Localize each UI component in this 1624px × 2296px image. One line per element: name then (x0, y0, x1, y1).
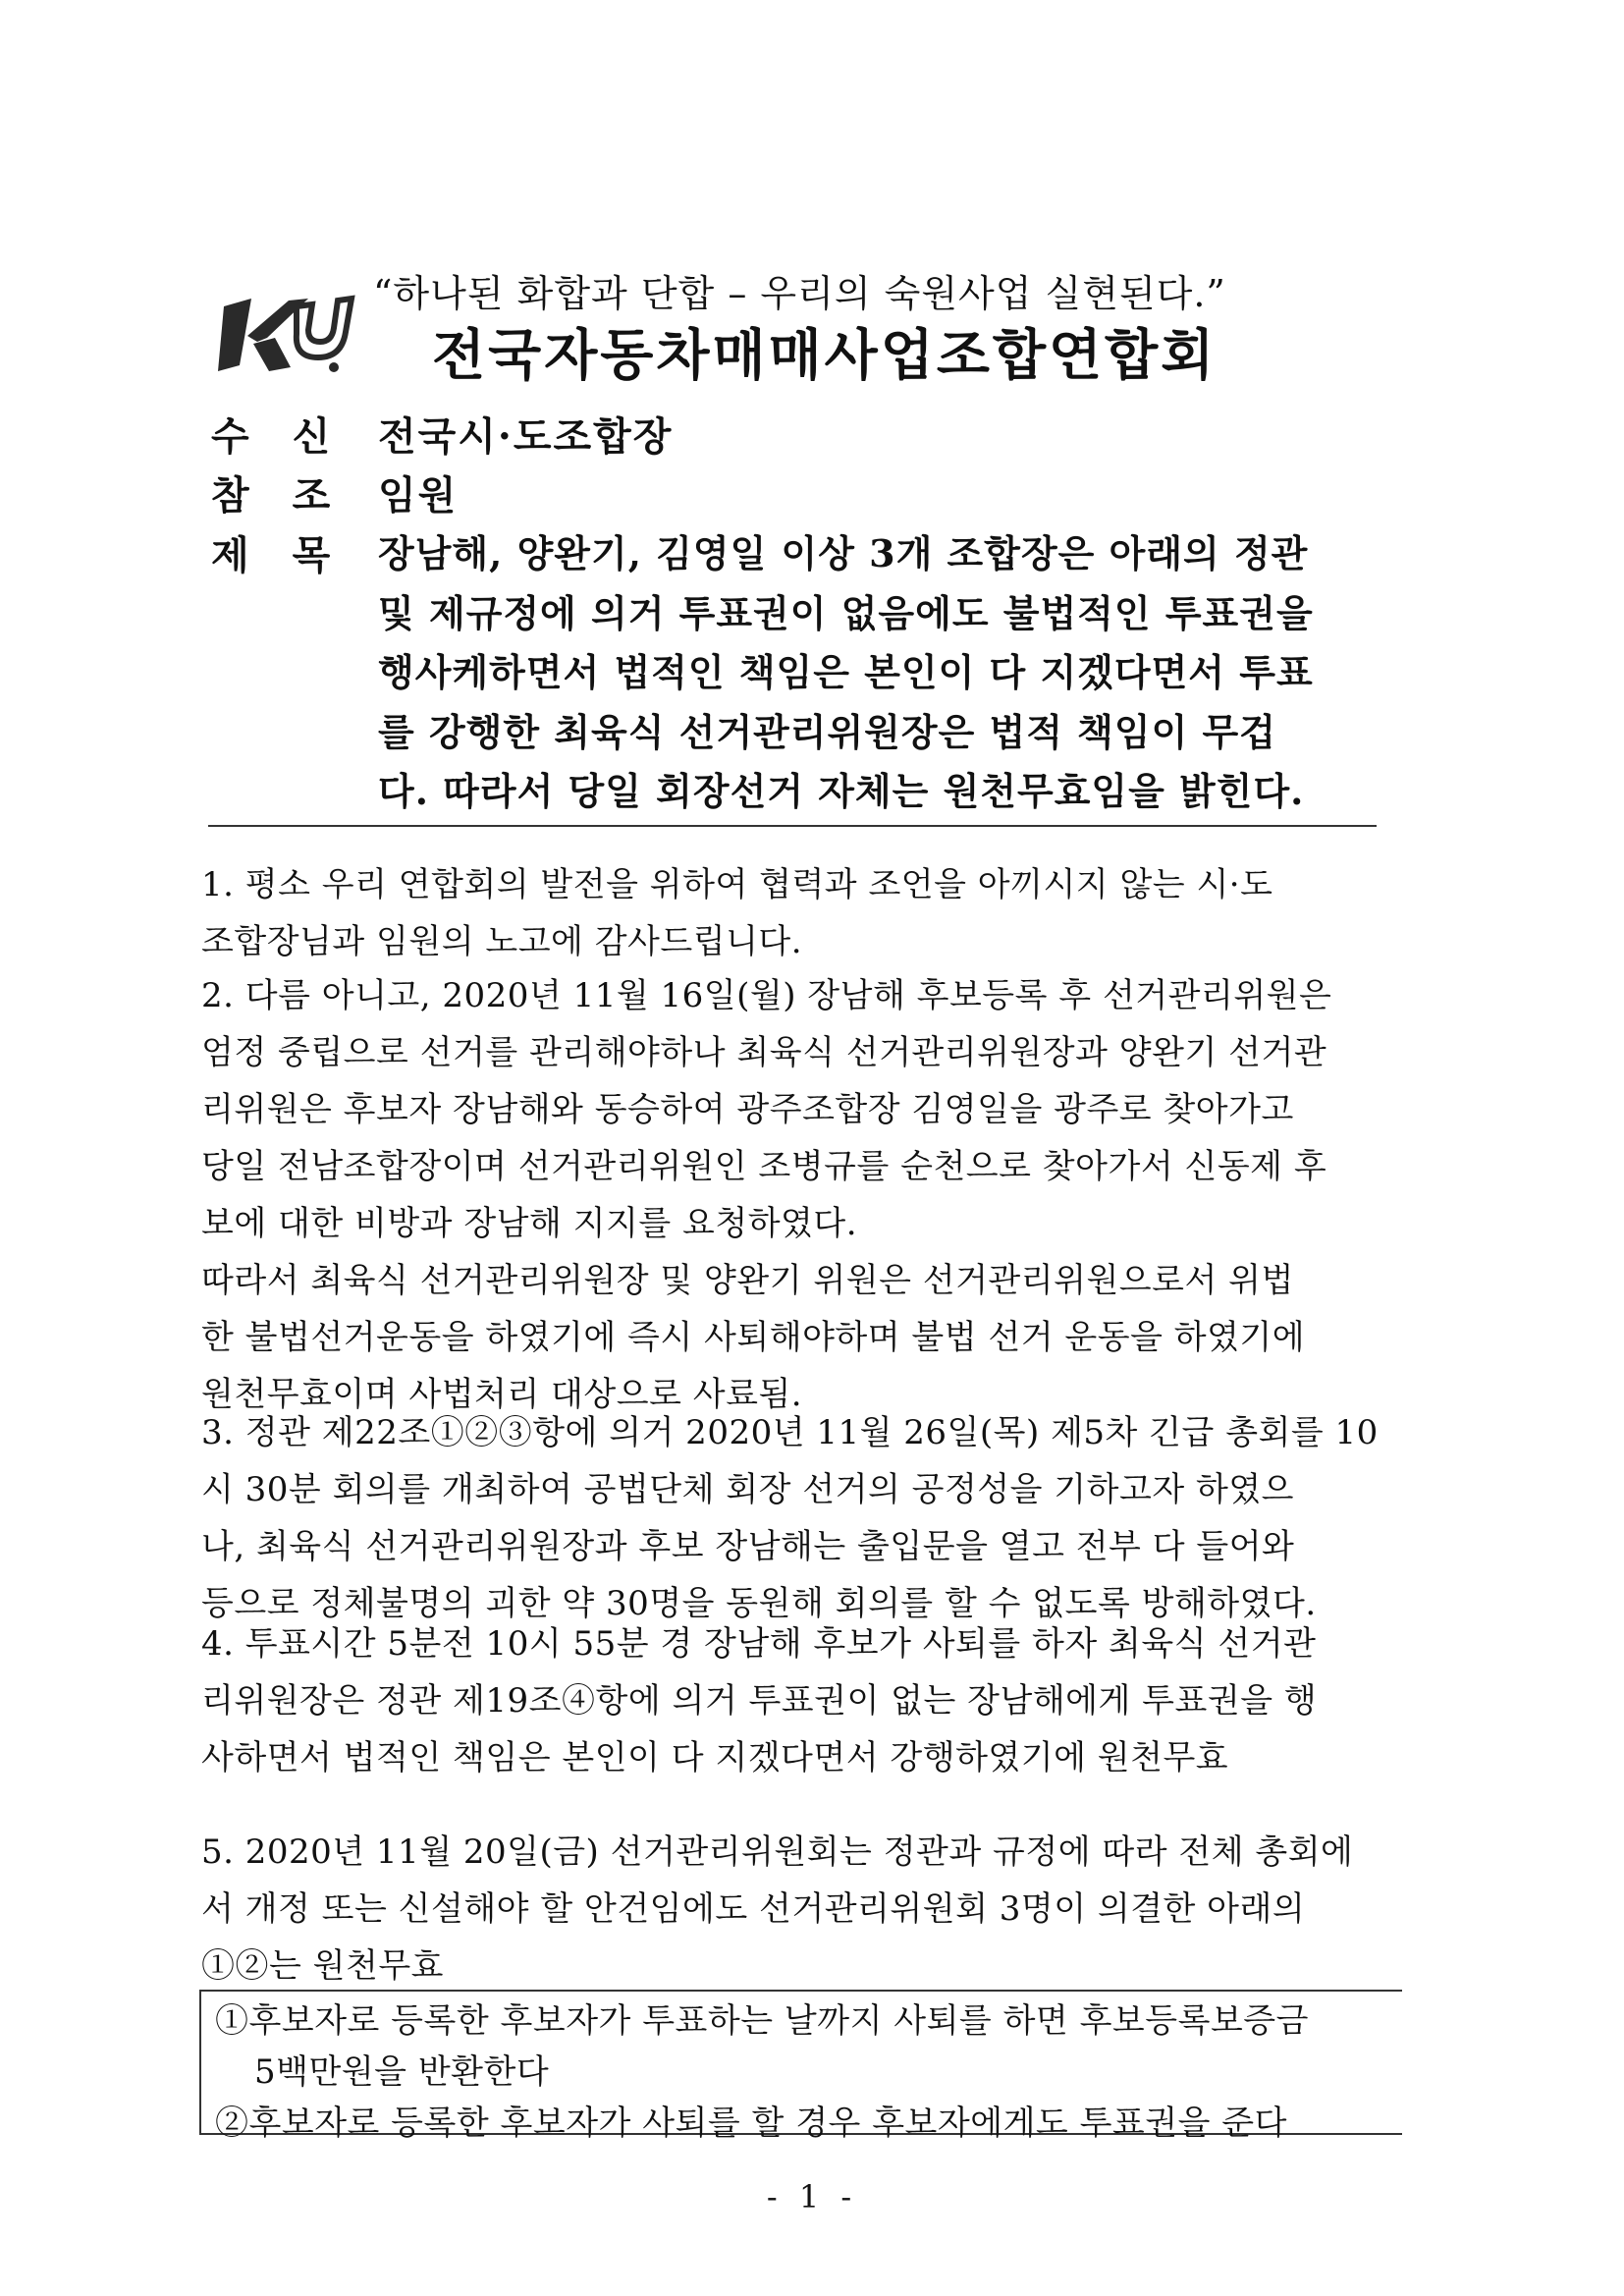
box-line: ②후보자로 등록한 후보자가 사퇴를 할 경우 후보자에게도 투표권을 준다 (215, 2104, 1287, 2143)
paragraph-line: 원천무효이며 사법처리 대상으로 사료됨. (201, 1375, 803, 1414)
reference-label: 참조 (211, 472, 374, 519)
subject-line: 및 제규정에 의거 투표권이 없음에도 불법적인 투표권을 (378, 590, 1314, 635)
paragraph-line: ①②는 원천무효 (201, 1946, 445, 1986)
paragraph-5 (201, 1824, 1419, 1995)
recipient-row (211, 406, 674, 462)
paragraph-line: 3. 정관 제22조①②③항에 의거 2020년 11월 26일(목) 제5차 긴급 총회를 10 (201, 1413, 1379, 1452)
paragraph-line: 2. 다름 아니고, 2020년 11월 16일(월) 장남해 후보등록 후 선거관리위원은 (201, 976, 1332, 1015)
paragraph-3 (201, 1404, 1419, 1632)
subject-row (211, 524, 378, 580)
reference-value: 임원 (378, 472, 459, 519)
subject-line: 를 강행한 최육식 선거관리위원장은 법적 책임이 무겁 (378, 709, 1276, 754)
subject-label: 제목 (211, 532, 374, 578)
paragraph-line: 등으로 정체불명의 괴한 약 30명을 동원해 회의를 할 수 없도록 방해하였다. (201, 1584, 1317, 1623)
paragraph-line: 따라서 최육식 선거관리위원장 및 양완기 위원은 선거관리위원으로서 위법 (201, 1261, 1294, 1300)
subject-text (378, 524, 1370, 822)
recipient-value: 전국시·도조합장 (378, 413, 674, 460)
subject-line: 장남해, 양완기, 김영일 이상 3개 조합장은 아래의 정관 (378, 531, 1309, 575)
divider (208, 825, 1377, 827)
subject-line: 행사케하면서 법적인 책임은 본인이 다 지겠다면서 투표 (378, 650, 1314, 694)
organization-logo (218, 287, 355, 377)
paragraph-line: 시 30분 회의를 개최하여 공법단체 회장 선거의 공정성을 기하고자 하였으 (201, 1470, 1295, 1509)
box-line: 5백만원을 반환한다 (254, 2052, 550, 2092)
paragraph-line: 한 불법선거운동을 하였기에 즉시 사퇴해야하며 불법 선거 운동을 하였기에 (201, 1318, 1306, 1357)
paragraph-line: 서 개정 또는 신설해야 할 안건임에도 선거관리위원회 3명이 의결한 아래의 (201, 1889, 1306, 1929)
paragraph-line: 나, 최육식 선거관리위원장과 후보 장남해는 출입문을 열고 전부 다 들어와 (201, 1527, 1295, 1566)
organization-name: 전국자동차매매사업조합연합회 (432, 323, 1218, 388)
paragraph-line: 엄정 중립으로 선거를 관리해야하나 최육식 선거관리위원장과 양완기 선거관 (201, 1033, 1327, 1072)
paragraph-4 (201, 1615, 1419, 1786)
paragraph-line: 당일 전남조합장이며 선거관리위원인 조병규를 순천으로 찾아가서 신동제 후 (201, 1147, 1327, 1186)
paragraph-2 (201, 967, 1419, 1423)
paragraph-line: 리위원은 후보자 장남해와 동승하여 광주조합장 김영일을 광주로 찾아가고 (201, 1090, 1294, 1129)
recipient-label: 수신 (211, 413, 374, 460)
paragraph-1 (201, 856, 1419, 970)
paragraph-line: 1. 평소 우리 연합회의 발전을 위하여 협력과 조언을 아끼시지 않는 시·도 (201, 865, 1273, 904)
subject-line: 다. 따라서 당일 회장선거 자체는 원천무효임을 밝힌다. (378, 769, 1305, 813)
paragraph-line: 5. 2020년 11월 20일(금) 선거관리위원회는 정관과 규정에 따라 전체 총회에 (201, 1832, 1354, 1872)
motto: “하나된 화합과 단합 – 우리의 숙원사업 실현된다.” (373, 272, 1226, 315)
ku-logo-icon (218, 287, 355, 377)
reference-row (211, 465, 459, 520)
page-number: - 1 - (766, 2178, 858, 2215)
paragraph-line: 4. 투표시간 5분전 10시 55분 경 장남해 후보가 사퇴를 하자 최육식 선거관 (201, 1624, 1317, 1664)
box-line: ①후보자로 등록한 후보자가 투표하는 날까지 사퇴를 하면 후보등록보증금 (215, 2001, 1309, 2041)
paragraph-line: 조합장님과 임원의 노고에 감사드립니다. (201, 922, 803, 961)
paragraph-line: 리위원장은 정관 제19조④항에 의거 투표권이 없는 장남해에게 투표권을 행 (201, 1681, 1318, 1721)
paragraph-line: 사하면서 법적인 책임은 본인이 다 지겠다면서 강행하였기에 원천무효 (201, 1738, 1229, 1777)
resolution-box (199, 1990, 1402, 2143)
paragraph-line: 보에 대한 비방과 장남해 지지를 요청하였다. (201, 1204, 858, 1243)
